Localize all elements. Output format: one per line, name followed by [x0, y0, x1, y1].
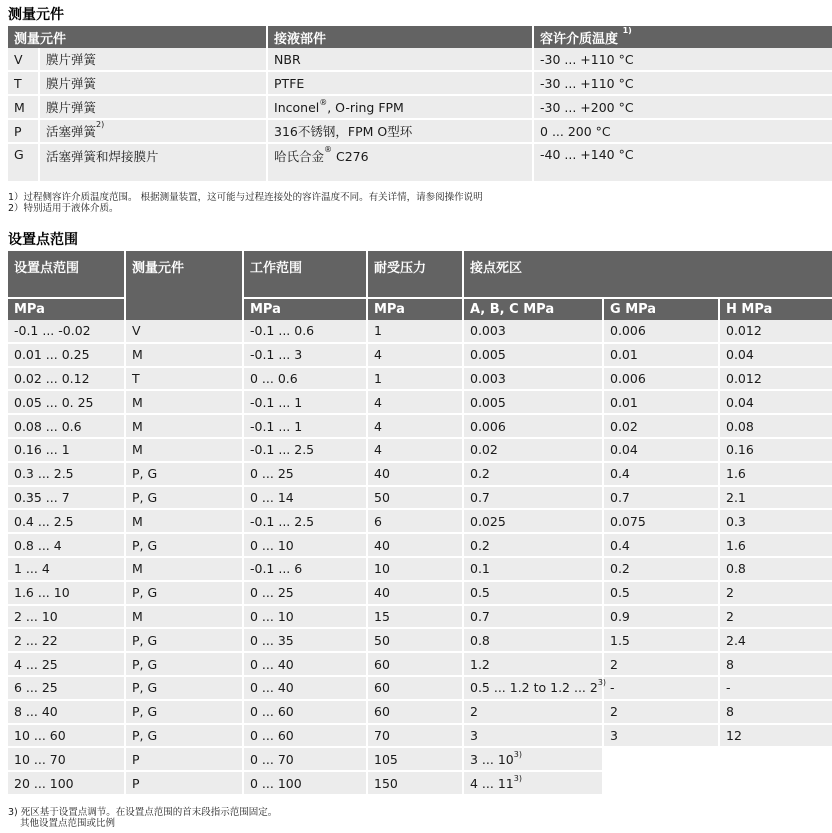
deadband-g: 0.01 — [604, 391, 720, 415]
element-name-text: 活塞弹簧和焊接膜片 — [46, 149, 159, 164]
measuring-element: P, G — [126, 582, 244, 606]
section-title-setpoint-range: 设置点范围 — [8, 232, 78, 248]
measuring-element: M — [126, 510, 244, 534]
measuring-element: P, G — [126, 487, 244, 511]
setpoint-range: 4 ... 25 — [8, 653, 126, 677]
proof-pressure: 40 — [368, 534, 464, 558]
deadband-h: 0.012 — [720, 320, 832, 344]
setpoint-range: 0.01 ... 0.25 — [8, 344, 126, 368]
deadband-g: 0.5 — [604, 582, 720, 606]
deadband-g — [604, 772, 720, 796]
table-row — [8, 415, 832, 439]
header-setpoint-range: 设置点范围 — [8, 251, 126, 297]
working-range: 0 ... 40 — [244, 653, 368, 677]
deadband-h: 0.16 — [720, 439, 832, 463]
table-row — [8, 368, 832, 392]
proof-pressure: 6 — [368, 510, 464, 534]
unit-deadband-abc: A, B, C MPa — [464, 297, 604, 320]
medium-temperature: -30 ... +110 °C — [534, 48, 832, 72]
measuring-element: P, G — [126, 534, 244, 558]
medium-temperature: 0 ... 200 °C — [534, 120, 832, 144]
deadband-g: 3 — [604, 725, 720, 749]
deadband-h: 0.04 — [720, 391, 832, 415]
working-range: 0 ... 10 — [244, 534, 368, 558]
wetted-parts-text: PTFE — [274, 75, 305, 91]
medium-temperature: -30 ... +200 °C — [534, 96, 832, 120]
deadband-g: 0.2 — [604, 558, 720, 582]
deadband-g: 0.006 — [604, 368, 720, 392]
medium-temperature: -40 ... +140 °C — [534, 144, 832, 183]
working-range: -0.1 ... 1 — [244, 415, 368, 439]
deadband-h — [720, 748, 832, 772]
deadband-abc-value: 1.2 — [470, 656, 490, 672]
table-row — [8, 606, 832, 630]
deadband-h: 2.4 — [720, 629, 832, 653]
deadband-abc-value: 0.005 — [470, 394, 506, 410]
wetted-parts — [268, 120, 534, 144]
measuring-element: M — [126, 391, 244, 415]
footnote-ref: 3) — [513, 773, 522, 783]
element-code: G — [8, 144, 40, 183]
element-name-text: 膜片弹簧 — [46, 52, 97, 67]
table-row — [8, 120, 832, 144]
registered-mark: ® — [319, 97, 328, 107]
deadband-g: 1.5 — [604, 629, 720, 653]
deadband-abc-value: 0.006 — [470, 418, 506, 434]
unit-working-range: MPa — [244, 297, 368, 320]
deadband-g: 0.4 — [604, 463, 720, 487]
footnote-ref: 2) — [96, 120, 105, 129]
deadband-g — [604, 748, 720, 772]
deadband-abc — [464, 463, 604, 487]
table-header-row — [8, 251, 832, 297]
deadband-h: 1.6 — [720, 534, 832, 558]
table-row — [8, 391, 832, 415]
setpoint-range: 0.16 ... 1 — [8, 439, 126, 463]
proof-pressure: 50 — [368, 487, 464, 511]
deadband-abc — [464, 606, 604, 630]
element-name — [40, 96, 268, 120]
working-range: -0.1 ... 2.5 — [244, 510, 368, 534]
measuring-element: P, G — [126, 463, 244, 487]
unit-proof-pressure: MPa — [368, 297, 464, 320]
measuring-element: T — [126, 368, 244, 392]
measuring-element: P, G — [126, 677, 244, 701]
element-name-text: 活塞弹簧 — [46, 124, 97, 139]
deadband-h: 0.04 — [720, 344, 832, 368]
measuring-element: M — [126, 344, 244, 368]
proof-pressure: 4 — [368, 391, 464, 415]
setpoint-range: 1 ... 4 — [8, 558, 126, 582]
table-row — [8, 701, 832, 725]
deadband-abc-value: 0.7 — [470, 608, 490, 624]
deadband-abc-value: 3 — [470, 727, 478, 743]
element-name-text: 膜片弹簧 — [46, 76, 97, 91]
header-working-range: 工作范围 — [244, 251, 368, 297]
deadband-h: - — [720, 677, 832, 701]
proof-pressure: 4 — [368, 344, 464, 368]
working-range: 0 ... 0.6 — [244, 368, 368, 392]
table-row — [8, 144, 832, 183]
deadband-abc-value: 0.003 — [470, 370, 506, 386]
deadband-abc-value: 0.02 — [470, 442, 498, 458]
header-wetted-parts: 接液部件 — [268, 26, 534, 48]
deadband-g: 0.01 — [604, 344, 720, 368]
wetted-parts-tail: , O-ring FPM — [327, 99, 404, 115]
table-row — [8, 629, 832, 653]
element-name — [40, 48, 268, 72]
working-range: 0 ... 70 — [244, 748, 368, 772]
measuring-element: M — [126, 558, 244, 582]
table-row — [8, 439, 832, 463]
measuring-element: V — [126, 320, 244, 344]
deadband-abc — [464, 487, 604, 511]
deadband-abc-value: 2 — [470, 704, 478, 720]
footnote-2: 2）特别适用于液体介质。 — [8, 203, 119, 214]
setpoint-range: 0.35 ... 7 — [8, 487, 126, 511]
measuring-element: M — [126, 606, 244, 630]
table-row — [8, 748, 832, 772]
deadband-abc-value: 0.7 — [470, 489, 490, 505]
wetted-parts — [268, 48, 534, 72]
setpoint-range: 2 ... 10 — [8, 606, 126, 630]
unit-setpoint-range: MPa — [8, 297, 126, 320]
deadband-g: - — [604, 677, 720, 701]
deadband-abc — [464, 558, 604, 582]
deadband-h: 2 — [720, 582, 832, 606]
working-range: -0.1 ... 6 — [244, 558, 368, 582]
deadband-abc-value: 0.5 — [470, 585, 490, 601]
working-range: 0 ... 10 — [244, 606, 368, 630]
deadband-h: 0.08 — [720, 415, 832, 439]
measuring-element: P, G — [126, 653, 244, 677]
deadband-h — [720, 772, 832, 796]
setpoint-range: 6 ... 25 — [8, 677, 126, 701]
deadband-abc — [464, 415, 604, 439]
deadband-abc — [464, 344, 604, 368]
proof-pressure: 60 — [368, 677, 464, 701]
proof-pressure: 150 — [368, 772, 464, 796]
deadband-g: 0.7 — [604, 487, 720, 511]
wetted-parts — [268, 96, 534, 120]
header-proof-pressure: 耐受压力 — [368, 251, 464, 297]
deadband-abc — [464, 725, 604, 749]
proof-pressure: 40 — [368, 582, 464, 606]
deadband-abc — [464, 320, 604, 344]
setpoint-range: 20 ... 100 — [8, 772, 126, 796]
deadband-h: 0.3 — [720, 510, 832, 534]
element-name — [40, 120, 268, 144]
deadband-abc-value: 0.1 — [470, 561, 490, 577]
deadband-g: 0.4 — [604, 534, 720, 558]
setpoint-range: 8 ... 40 — [8, 701, 126, 725]
measuring-element: P, G — [126, 629, 244, 653]
proof-pressure: 60 — [368, 701, 464, 725]
proof-pressure: 10 — [368, 558, 464, 582]
proof-pressure: 1 — [368, 320, 464, 344]
wetted-parts-text: 316不锈钢，FPM O型环 — [274, 124, 413, 139]
element-code: V — [8, 48, 40, 72]
deadband-h: 1.6 — [720, 463, 832, 487]
table-row — [8, 677, 832, 701]
working-range: 0 ... 60 — [244, 725, 368, 749]
setpoint-range: 0.8 ... 4 — [8, 534, 126, 558]
proof-pressure: 40 — [368, 463, 464, 487]
setpoint-range: 0.4 ... 2.5 — [8, 510, 126, 534]
working-range: 0 ... 60 — [244, 701, 368, 725]
element-name — [40, 144, 268, 183]
proof-pressure: 4 — [368, 439, 464, 463]
footnote-3-continued: 其他设置点范围或比例 — [20, 818, 116, 829]
working-range: -0.1 ... 0.6 — [244, 320, 368, 344]
wetted-parts-text: Inconel — [274, 99, 320, 115]
setpoint-range: 2 ... 22 — [8, 629, 126, 653]
setpoint-range: 0.3 ... 2.5 — [8, 463, 126, 487]
table-row — [8, 96, 832, 120]
deadband-abc — [464, 629, 604, 653]
registered-mark: ® — [324, 145, 333, 154]
deadband-g: 0.006 — [604, 320, 720, 344]
deadband-g: 0.04 — [604, 439, 720, 463]
setpoint-range: 10 ... 60 — [8, 725, 126, 749]
setpoint-range: 0.05 ... 0. 25 — [8, 391, 126, 415]
working-range: -0.1 ... 1 — [244, 391, 368, 415]
proof-pressure: 1 — [368, 368, 464, 392]
table-row — [8, 510, 832, 534]
setpoint-range: 0.08 ... 0.6 — [8, 415, 126, 439]
deadband-h: 0.8 — [720, 558, 832, 582]
deadband-h: 0.012 — [720, 368, 832, 392]
deadband-h: 8 — [720, 653, 832, 677]
deadband-abc — [464, 653, 604, 677]
measuring-element-table — [8, 26, 832, 183]
wetted-parts — [268, 144, 534, 183]
deadband-abc-value: 4 ... 11 — [470, 775, 514, 791]
deadband-abc — [464, 439, 604, 463]
proof-pressure: 4 — [368, 415, 464, 439]
footnote-3: 3) 死区基于设置点调节。在设置点范围的首末段指示范围固定。 — [8, 807, 278, 818]
deadband-abc — [464, 510, 604, 534]
setpoint-range: 1.6 ... 10 — [8, 582, 126, 606]
element-code: T — [8, 72, 40, 96]
deadband-h: 12 — [720, 725, 832, 749]
deadband-h: 2.1 — [720, 487, 832, 511]
deadband-g: 2 — [604, 653, 720, 677]
measuring-element: P — [126, 748, 244, 772]
setpoint-range: 10 ... 70 — [8, 748, 126, 772]
working-range: -0.1 ... 2.5 — [244, 439, 368, 463]
element-name-text: 膜片弹簧 — [46, 100, 97, 115]
deadband-abc-value: 0.003 — [470, 323, 506, 339]
table-row — [8, 48, 832, 72]
table-row — [8, 725, 832, 749]
table-row — [8, 72, 832, 96]
section-title-measuring-element: 测量元件 — [8, 7, 64, 23]
deadband-abc — [464, 677, 607, 701]
table-row — [8, 487, 832, 511]
deadband-abc-value: 0.025 — [470, 513, 506, 529]
table-row — [8, 534, 832, 558]
deadband-abc — [464, 582, 604, 606]
setpoint-range-table — [8, 251, 832, 796]
proof-pressure: 50 — [368, 629, 464, 653]
table-row — [8, 463, 832, 487]
table-row — [8, 320, 832, 344]
working-range: 0 ... 25 — [244, 582, 368, 606]
deadband-abc-value: 0.5 ... 1.2 to 1.2 ... 2 — [470, 680, 598, 696]
deadband-h: 8 — [720, 701, 832, 725]
unit-deadband-h: H MPa — [720, 297, 832, 320]
header-switching-deadband: 接点死区 — [464, 251, 832, 297]
deadband-abc-value: 0.2 — [470, 466, 490, 482]
proof-pressure: 105 — [368, 748, 464, 772]
table-header-row — [8, 26, 832, 48]
working-range: 0 ... 14 — [244, 487, 368, 511]
wetted-parts-text: 哈氏合金 — [274, 149, 325, 164]
setpoint-range: -0.1 ... -0.02 — [8, 320, 126, 344]
wetted-parts-text: NBR — [274, 51, 301, 67]
table-row — [8, 344, 832, 368]
deadband-abc-value: 0.005 — [470, 347, 506, 363]
measuring-element: M — [126, 439, 244, 463]
element-code: M — [8, 96, 40, 120]
medium-temperature: -30 ... +110 °C — [534, 72, 832, 96]
header-measuring-element: 测量元件 — [8, 26, 268, 48]
deadband-g: 0.9 — [604, 606, 720, 630]
measuring-element: P — [126, 772, 244, 796]
working-range: 0 ... 35 — [244, 629, 368, 653]
deadband-abc — [464, 534, 604, 558]
proof-pressure: 15 — [368, 606, 464, 630]
deadband-abc-value: 0.8 — [470, 632, 490, 648]
footnote-ref: 3) — [513, 749, 522, 759]
measuring-element: P, G — [126, 725, 244, 749]
measuring-element: M — [126, 415, 244, 439]
working-range: -0.1 ... 3 — [244, 344, 368, 368]
unit-deadband-g: G MPa — [604, 297, 720, 320]
deadband-g: 2 — [604, 701, 720, 725]
table-row — [8, 558, 832, 582]
table-row — [8, 653, 832, 677]
setpoint-range: 0.02 ... 0.12 — [8, 368, 126, 392]
deadband-g: 0.02 — [604, 415, 720, 439]
wetted-parts — [268, 72, 534, 96]
deadband-abc-value: 0.2 — [470, 537, 490, 553]
footnote-1: 1）过程侧容许介质温度范围。 根据测量装置，这可能与过程连接处的容许温度不同。有关详情，请参阅操作说明 — [8, 192, 483, 203]
header-measuring-element: 测量元件 — [126, 251, 244, 320]
deadband-abc — [464, 391, 604, 415]
working-range: 0 ... 40 — [244, 677, 368, 701]
wetted-parts-tail: C276 — [332, 149, 369, 164]
deadband-abc — [464, 748, 604, 772]
proof-pressure: 70 — [368, 725, 464, 749]
deadband-abc-value: 3 ... 10 — [470, 751, 514, 767]
deadband-abc — [464, 368, 604, 392]
measuring-element: P, G — [126, 701, 244, 725]
table-row — [8, 772, 832, 796]
proof-pressure: 60 — [368, 653, 464, 677]
header-medium-temperature: 容许介质温度 $^{1)}$ — [534, 26, 832, 48]
deadband-abc — [464, 701, 604, 725]
working-range: 0 ... 100 — [244, 772, 368, 796]
footnote-ref: 3) — [597, 678, 607, 688]
table-row — [8, 582, 832, 606]
deadband-g: 0.075 — [604, 510, 720, 534]
element-name — [40, 72, 268, 96]
deadband-abc — [464, 772, 604, 796]
working-range: 0 ... 25 — [244, 463, 368, 487]
deadband-h: 2 — [720, 606, 832, 630]
element-code: P — [8, 120, 40, 144]
